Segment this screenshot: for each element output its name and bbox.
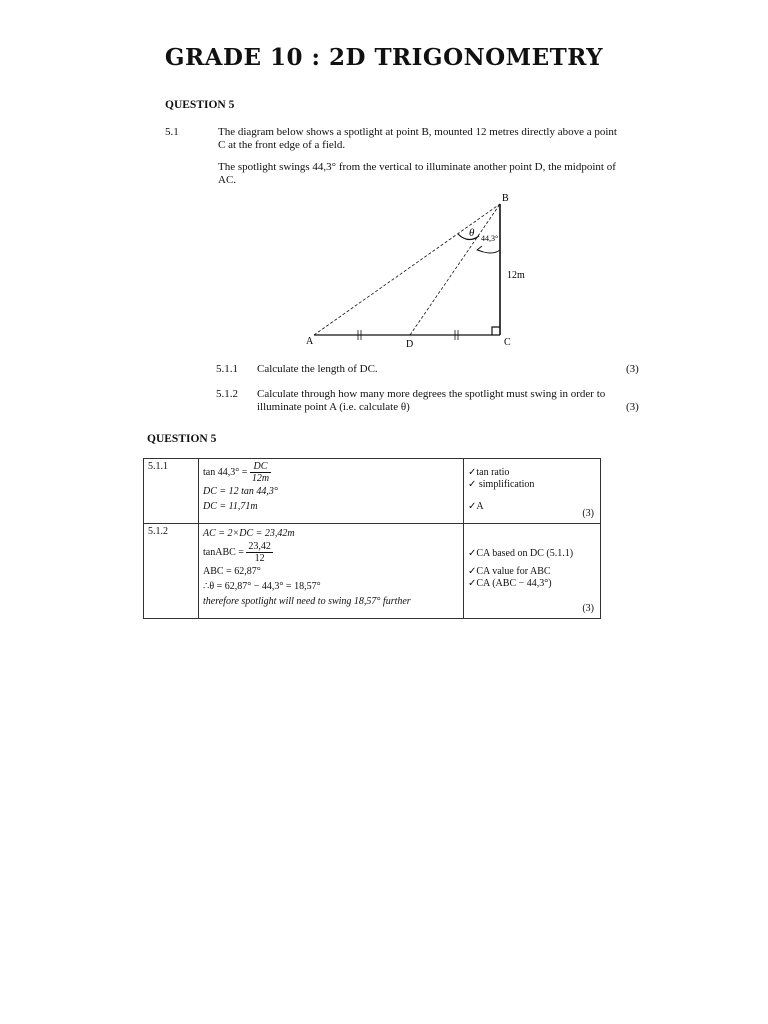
sub-question-number-1: 5.1.1 [216,363,238,375]
page-title: GRADE 10 : 2D TRIGONOMETRY [164,44,604,71]
memo-line: DC = 11,71m [203,501,258,512]
label-length: 12m [507,270,525,281]
memo-marks: (3) [582,508,594,519]
sub-question-text-2: Calculate through how many more degrees the spotlight must swing in order to illuminate point A (i.e. calculate θ) [257,388,606,413]
sub-question-marks-2: (3) [626,401,639,413]
memo-table [143,458,601,619]
memo-tick: ✓tan ratio [468,467,510,478]
label-b: B [502,193,509,204]
question-paragraph-2: The spotlight swings 44,3° from the vertical to illuminate another point D, the midpoint of AC. [218,161,616,186]
question-paragraph-1: The diagram below shows a spotlight at point B, mounted 12 metres directly above a point C at the front edge of a field. [218,126,617,151]
label-a: A [306,336,314,347]
memo-tick: ✓A [468,501,484,512]
fraction-denominator: 12 [254,553,265,564]
memo-tick: ✓CA based on DC (5.1.1) [468,548,574,559]
memo-working [199,524,464,619]
memo-marking [464,524,601,619]
memo-marks: (3) [582,603,594,614]
line-ab [314,204,500,335]
memo-line: tan 44,3° = [203,466,248,478]
memo-row-number: 5.1.1 [144,459,199,524]
fraction-numerator: 23,42 [248,541,271,552]
question-number: 5.1 [165,126,179,138]
memo-tick: ✓CA (ABC − 44,3°) [468,578,552,589]
question-heading: QUESTION 5 [165,99,235,111]
memo-row-number: 5.1.2 [144,524,199,619]
label-d: D [406,339,414,350]
sub-question-text-1: Calculate the length of DC. [257,363,378,375]
label-c: C [504,337,511,348]
fraction-denominator: 12m [251,473,270,484]
fraction-numerator: DC [250,461,271,473]
memo-tick: ✓CA value for ABC [468,566,551,577]
memo-heading: QUESTION 5 [147,433,217,445]
memo-working [199,459,464,524]
fraction [246,541,273,564]
triangle-diagram [300,190,530,352]
sub-question-marks-1: (3) [626,363,639,375]
sub-question-number-2: 5.1.2 [216,388,238,400]
table-row [144,524,601,619]
memo-line: therefore spotlight will need to swing 18,57° further [203,596,411,607]
memo-line: ABC = 62,87° [203,566,261,577]
table-row [144,459,601,524]
right-angle-mark [492,327,500,335]
memo-line: DC = 12 tan 44,3° [203,486,278,497]
label-theta: θ [469,227,475,239]
memo-line: ∴θ = 62,87° − 44,3° = 18,57° [203,581,321,592]
label-angle: 44,3° [481,234,499,243]
memo-line: AC = 2×DC = 23,42m [203,528,295,539]
memo-line: tanABC = [203,546,244,558]
line-bd [410,204,500,335]
memo-tick: ✓ simplification [468,479,535,490]
fraction [250,461,271,484]
memo-marking [464,459,601,524]
